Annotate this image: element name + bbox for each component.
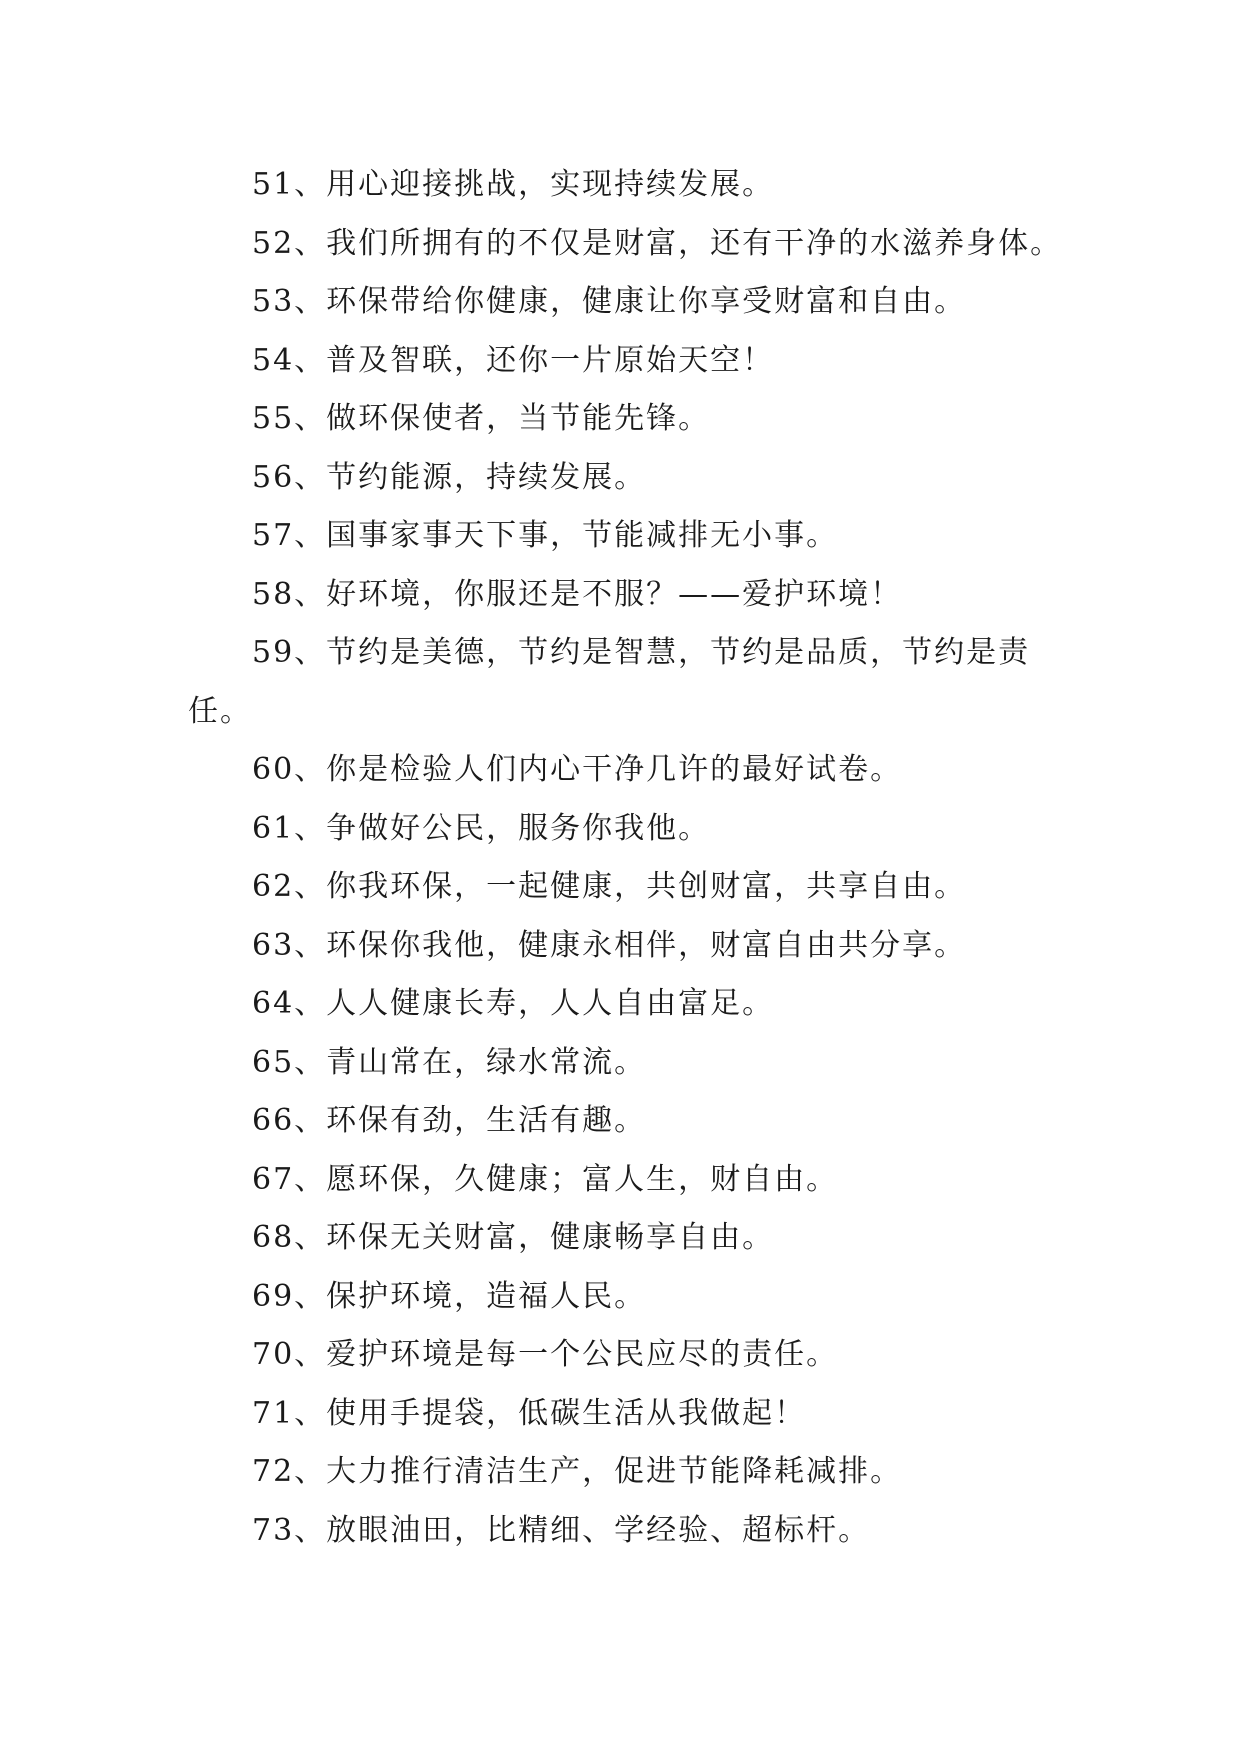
- list-item: 69、保护环境，造福人民。: [252, 1278, 647, 1314]
- list-item: 56、节约能源，持续发展。: [252, 459, 647, 495]
- list-item: 72、大力推行清洁生产，促进节能降耗减排。: [252, 1454, 903, 1489]
- list-item-continuation: 任。: [188, 693, 252, 729]
- list-item: 59、节约是美德，节约是智慧，节约是品质，节约是责: [252, 635, 1031, 670]
- list-item: 52、我们所拥有的不仅是财富，还有干净的水滋养身体。: [252, 225, 1063, 261]
- list-item: 63、环保你我他，健康永相伴，财富自由共分享。: [252, 927, 967, 963]
- list-item: 60、你是检验人们内心干净几许的最好试卷。: [252, 752, 903, 787]
- list-item: 53、环保带给你健康，健康让你享受财富和自由。: [252, 284, 967, 319]
- list-item: 65、青山常在，绿水常流。: [252, 1044, 647, 1080]
- list-item: 64、人人健康长寿，人人自由富足。: [252, 986, 775, 1021]
- list-item: 70、爱护环境是每一个公民应尽的责任。: [252, 1337, 839, 1372]
- list-item: 54、普及智联，还你一片原始天空！: [252, 342, 775, 378]
- list-item: 55、做环保使者，当节能先锋。: [252, 401, 711, 436]
- list-item: 62、你我环保，一起健康，共创财富，共享自由。: [252, 869, 967, 904]
- list-item: 71、使用手提袋，低碳生活从我做起！: [252, 1395, 807, 1431]
- list-item: 68、环保无关财富，健康畅享自由。: [252, 1220, 775, 1255]
- list-item: 57、国事家事天下事，节能减排无小事。: [252, 518, 839, 553]
- list-item: 67、愿环保，久健康；富人生，财自由。: [252, 1161, 839, 1197]
- list-item: 66、环保有劲，生活有趣。: [252, 1103, 647, 1138]
- list-item: 51、用心迎接挑战，实现持续发展。: [252, 167, 775, 202]
- list-item: 73、放眼油田，比精细、学经验、超标杆。: [252, 1512, 871, 1548]
- document-body: [188, 156, 1063, 1560]
- list-item: 58、好环境，你服还是不服？——爱护环境！: [252, 576, 903, 612]
- list-item: 61、争做好公民，服务你我他。: [252, 810, 711, 846]
